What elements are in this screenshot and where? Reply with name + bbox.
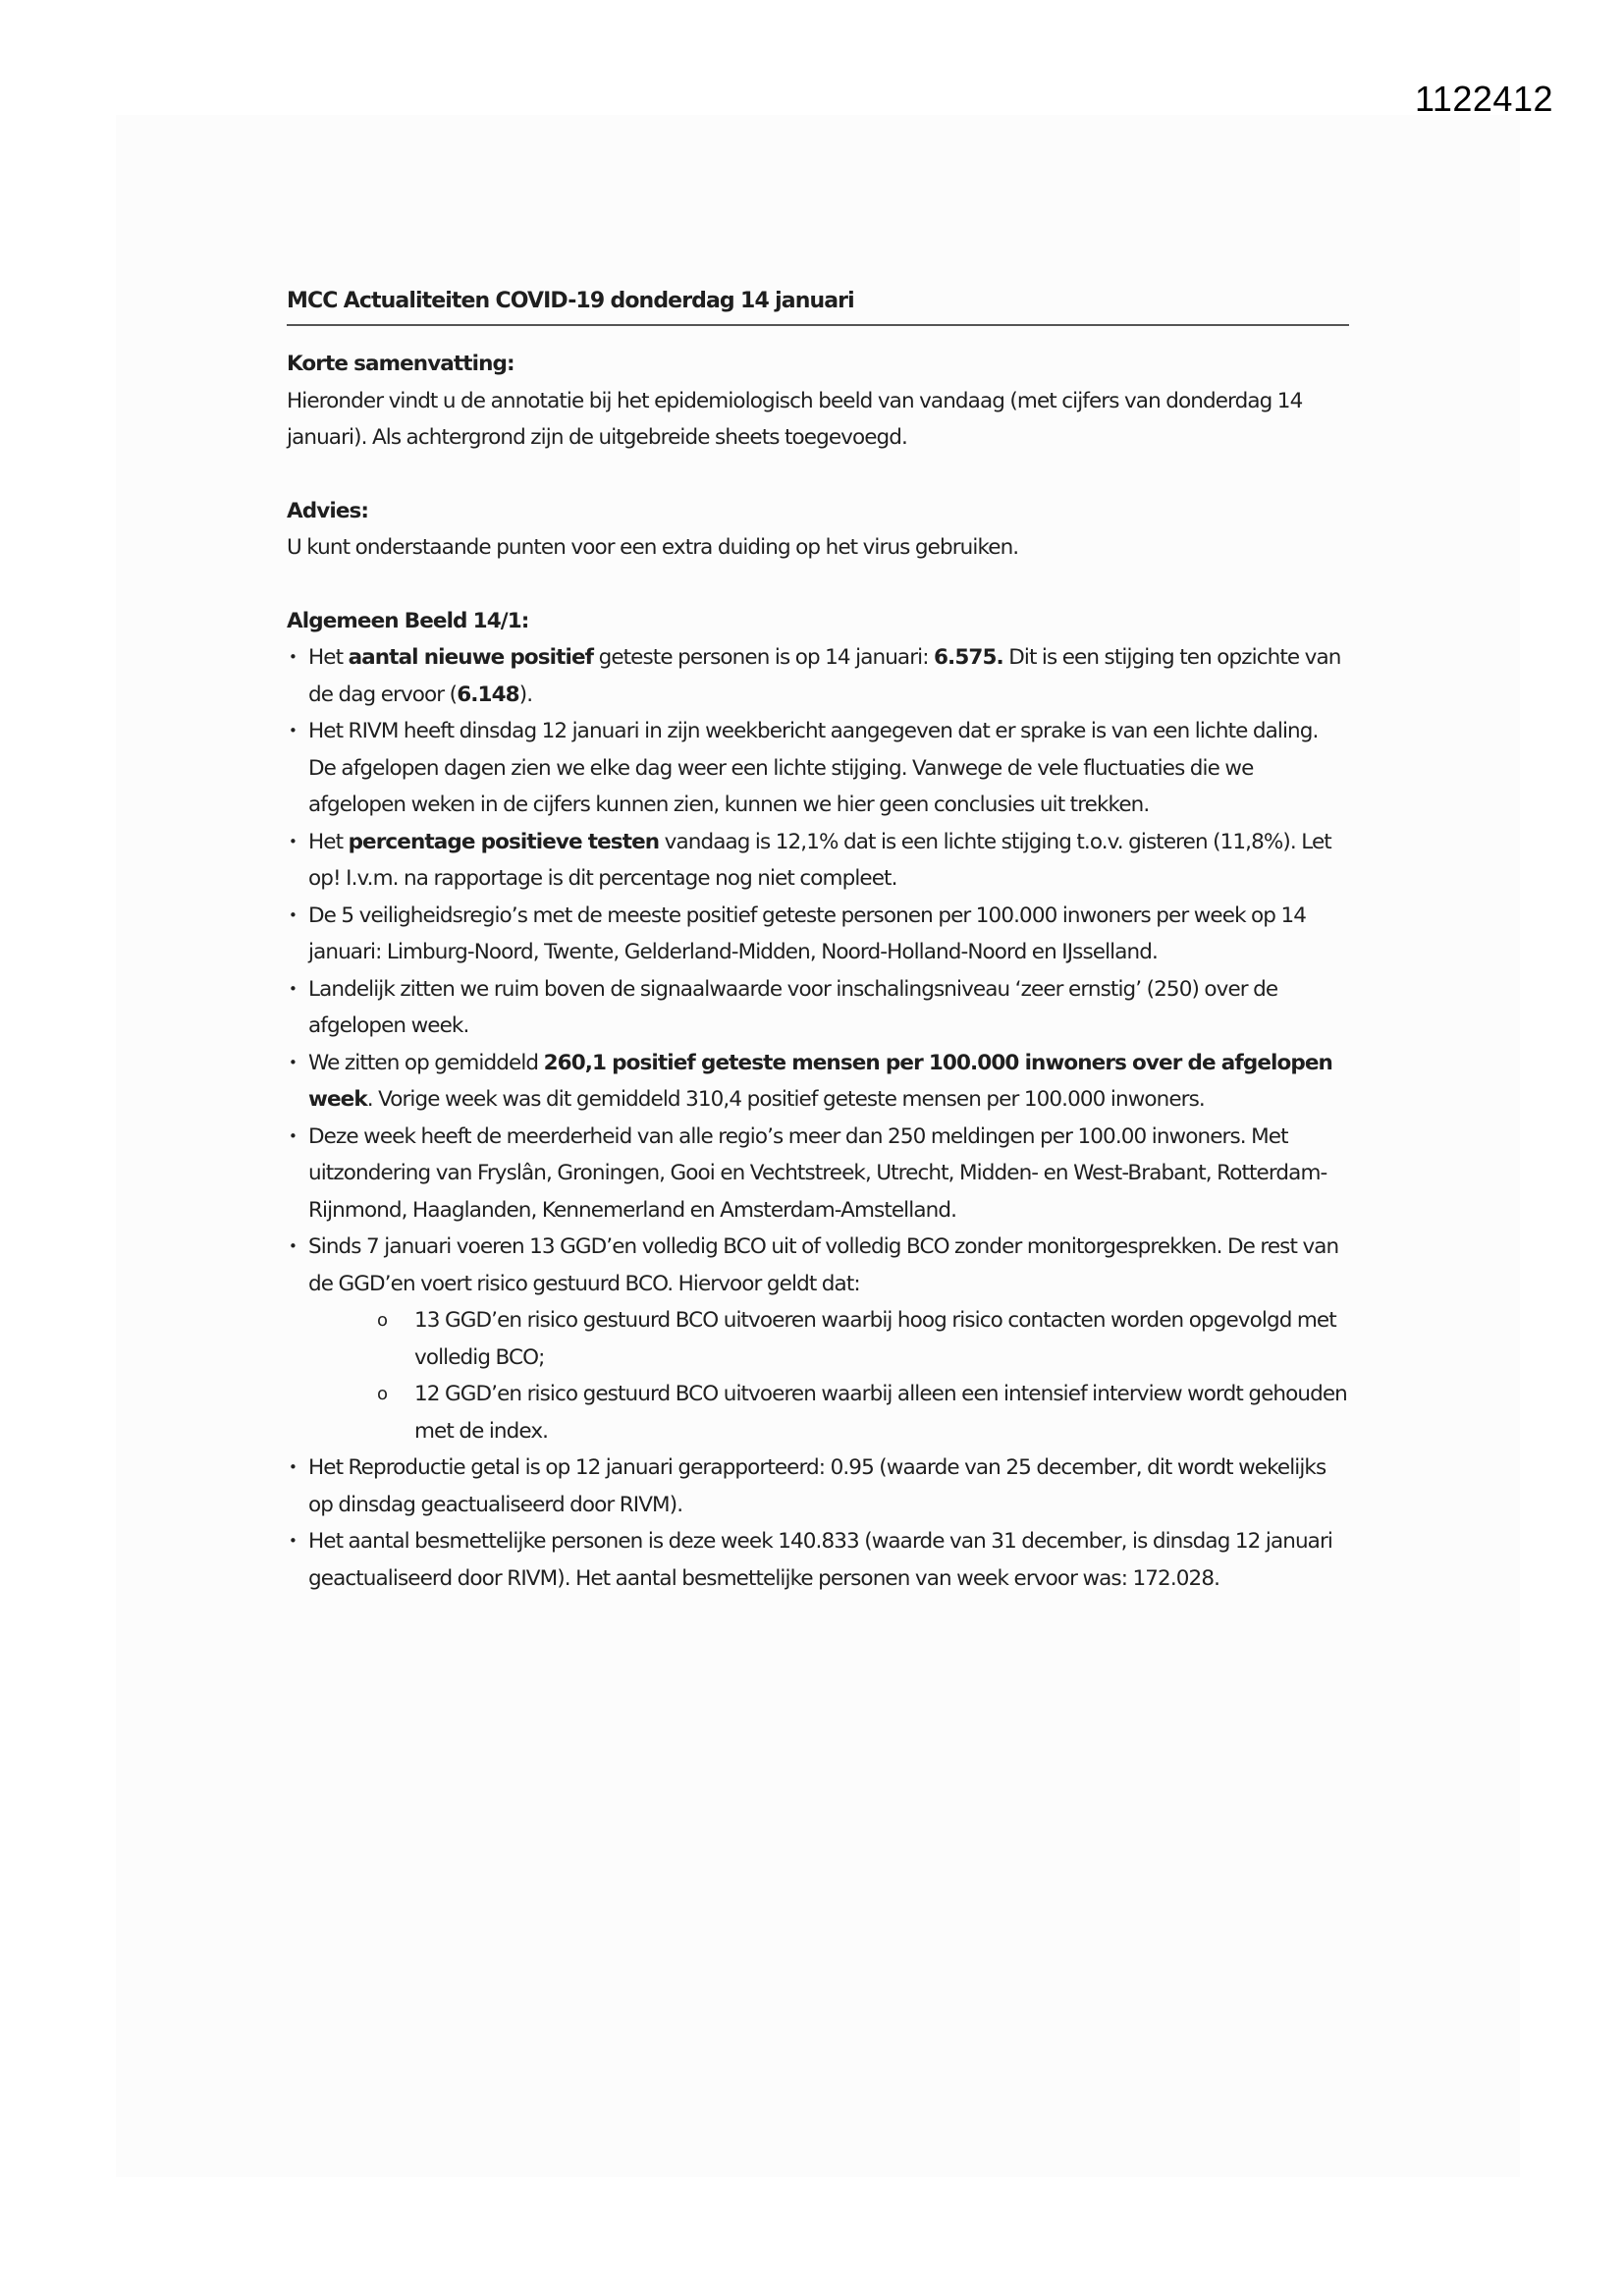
- bullet-icon: •: [289, 832, 297, 850]
- document-id: 1122412: [1415, 79, 1553, 119]
- sub-list-item: o 13 GGD’en risico gestuurd BCO uitvoeren waarbij hoog risico contacten worden opgevolgd met volledig BCO;: [287, 1302, 1349, 1376]
- sub-bullet-icon: o: [377, 1310, 388, 1331]
- spacer: [287, 567, 1349, 603]
- list-item: • Het aantal besmettelijke personen is deze week 140.833 (waarde van 31 december, is dinsdag 12 januari geactualiseerd door RIVM). Het aantal besmettelijke personen van week ervoor was: 172.028.: [287, 1523, 1349, 1597]
- list-item: • Sinds 7 januari voeren 13 GGD’en volledig BCO uit of volledig BCO zonder monitorgesprekken. De rest van de GGD’en voert risico gestuurd BCO. Hiervoor geldt dat: o 13 GGD’en risico gestuurd BCO uitvoeren waarbij hoog risico contacten worden opgevolgd met volledig BCO; o 12 GGD’en risico gestuurd BCO uitvoeren waarbij alleen een intensief interview wordt gehouden met de index.: [287, 1229, 1349, 1449]
- new-positive-count: 6.575.: [934, 645, 1003, 670]
- list-item: • Het aantal nieuwe positief geteste personen is op 14 januari: 6.575. Dit is een stijging ten opzichte van de dag ervoor (6.148).: [287, 639, 1349, 713]
- bullet-icon: •: [289, 722, 297, 739]
- list-item: • De 5 veiligheidsregio’s met de meeste positief geteste personen per 100.000 inwoners per week op 14 januari: Limburg-Noord, Twente, Gelderland-Midden, Noord-Holland-Noord en IJsselland.: [287, 898, 1349, 971]
- bullet-icon: •: [289, 1532, 297, 1550]
- list-item: • Deze week heeft de meerderheid van alle regio’s meer dan 250 meldingen per 100.00 inwoners. Met uitzondering van Fryslân, Groningen, Gooi en Vechtstreek, Utrecht, Midden- en West-Brabant, Rotterdam-Rijnmond, Haaglanden, Kennemerland en Amsterdam-Amstelland.: [287, 1119, 1349, 1230]
- document-title: MCC Actualiteiten COVID-19 donderdag 14 januari: [287, 285, 1349, 326]
- general-bullet-list: [287, 639, 1349, 1597]
- bold-text: 260,1 positief geteste mensen per 100.000 inwoners over de afgelopen week: [308, 1050, 1332, 1112]
- sub-list-item: o 12 GGD’en risico gestuurd BCO uitvoeren waarbij alleen een intensief interview wordt gehouden met de index.: [287, 1376, 1349, 1449]
- bullet-icon: •: [289, 1126, 297, 1145]
- list-item: • Landelijk zitten we ruim boven de signaalwaarde voor inschalingsniveau ‘zeer ernstig’ (250) over de afgelopen week.: [287, 971, 1349, 1045]
- previous-day-count: 6.148: [457, 682, 519, 707]
- bullet-icon: •: [289, 1458, 297, 1476]
- sub-list: [287, 1302, 1349, 1449]
- bullet-icon: •: [289, 905, 297, 924]
- list-item: • We zitten op gemiddeld 260,1 positief geteste mensen per 100.000 inwoners over de afgelopen week. Vorige week was dit gemiddeld 310,4 positief geteste mensen per 100.000 inwoners.: [287, 1045, 1349, 1119]
- spacer: [287, 457, 1349, 493]
- list-item: • Het Reproductie getal is op 12 januari gerapporteerd: 0.95 (waarde van 25 december, dit wordt wekelijks op dinsdag geactualiseerd door RIVM).: [287, 1449, 1349, 1523]
- bullet-icon: •: [289, 1053, 297, 1071]
- bullet-icon: •: [289, 648, 297, 666]
- advice-heading: Advies:: [287, 498, 369, 523]
- bullet-icon: •: [289, 979, 297, 998]
- advice-text: U kunt onderstaande punten voor een extra duiding op het virus gebruiken.: [287, 535, 1019, 560]
- list-item: • Het percentage positieve testen vandaag is 12,1% dat is een lichte stijging t.o.v. gisteren (11,8%). Let op! I.v.m. na rapportage is dit percentage nog niet compleet.: [287, 824, 1349, 898]
- general-heading: Algemeen Beeld 14/1:: [287, 608, 529, 633]
- bullet-icon: •: [289, 1237, 297, 1255]
- summary-text: Hieronder vindt u de annotatie bij het epidemiologisch beeld van vandaag (met cijfers van donderdag 14 januari). Als achtergrond zijn de uitgebreide sheets toegevoegd.: [287, 388, 1303, 450]
- sub-bullet-icon: o: [377, 1384, 388, 1404]
- bold-text: aantal nieuwe positief: [348, 645, 594, 670]
- summary-heading: Korte samenvatting:: [287, 352, 514, 376]
- list-item: • Het RIVM heeft dinsdag 12 januari in zijn weekbericht aangegeven dat er sprake is van een lichte daling. De afgelopen dagen zien we elke dag weer een lichte stijging. Vanwege de vele fluctuaties die we afgelopen weken in de cijfers kunnen zien, kunnen we hier geen conclusies uit trekken.: [287, 713, 1349, 824]
- bold-text: percentage positieve testen: [348, 829, 660, 854]
- document-body: [287, 285, 1349, 1597]
